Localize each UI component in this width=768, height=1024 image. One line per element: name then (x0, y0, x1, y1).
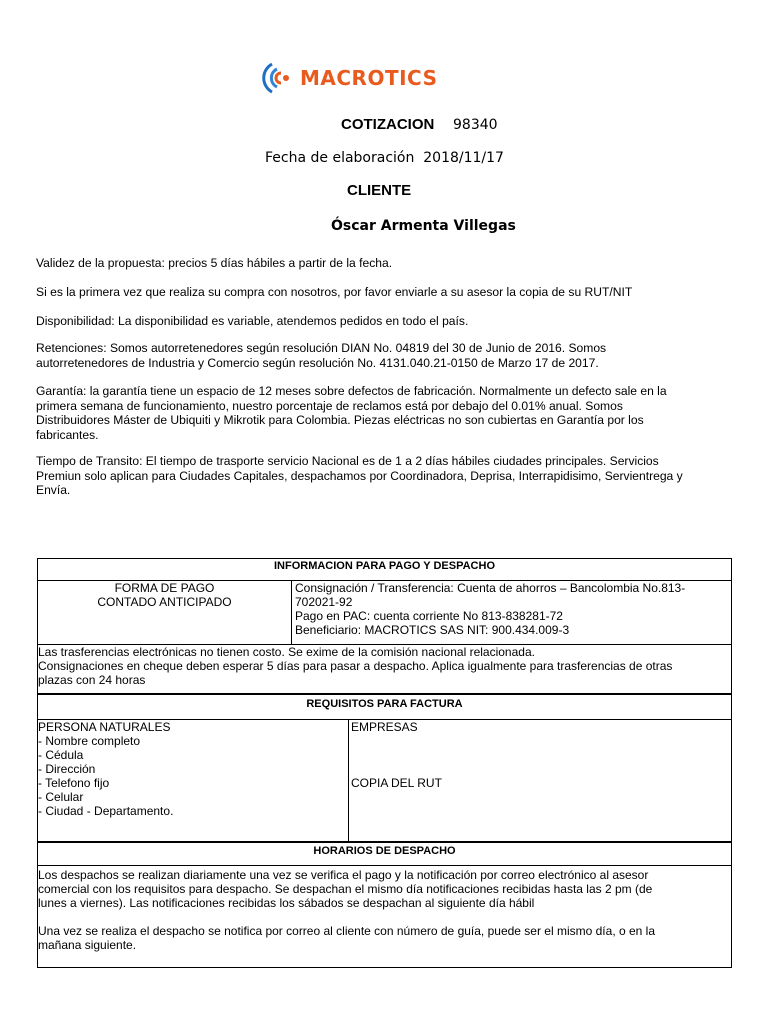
text-line: Validez de la propuesta: precios 5 días hábiles a partir de la fecha. (36, 256, 393, 270)
persons-item: - Cédula (38, 748, 84, 762)
payment-title-box (37, 558, 732, 581)
note-line: plazas con 24 horas (38, 673, 146, 687)
payment-method-value: CONTADO ANTICIPADO (97, 595, 232, 609)
companies-item: COPIA DEL RUT (351, 776, 442, 790)
persons-item: - Dirección (38, 762, 96, 776)
client-label: CLIENTE (347, 182, 412, 199)
payment-method-label: FORMA DE PAGO (114, 581, 215, 595)
text-line: autorretenedores de Industria y Comercio según resolución No. 4131.040.21-0150 de Marzo 17 de 2017. (36, 355, 599, 370)
logo-text: MACROTICS (300, 66, 438, 90)
detail-line: Consignación / Transferencia: Cuenta de ahorros – Bancolombia No.813- (295, 581, 686, 595)
payment-details-cell (295, 581, 731, 637)
text-line: Disponibilidad: La disponibilidad es variable, atendemos pedidos en todo el país. (36, 314, 469, 328)
text-line: fabricantes. (36, 427, 99, 442)
note-line: Las trasferencias electrónicas no tienen costo. Se exime de la comisión nacional relacionada. (38, 645, 535, 659)
availability-paragraph (36, 314, 732, 329)
text-line: Envía. (36, 483, 71, 497)
note-line: Consignaciones en cheque deben esperar 5 días para pasar a despacho. Aplica igualmente para trasferencias de otras (38, 659, 673, 673)
date-label: Fecha de elaboración (265, 150, 415, 166)
text-line: primera semana de funcionamiento, nuestro porcentaje de reclamos está por debajo del 0.01% anual. Somos (36, 398, 623, 413)
logo-waves-icon (258, 60, 298, 96)
dispatch-box (37, 865, 732, 968)
persons-item: - Celular (38, 790, 84, 804)
validity-paragraph (36, 256, 732, 271)
dispatch-line: lunes a viernes). Las notificaciones recibidas los sábados se despachan al siguiente día hábil (38, 896, 535, 910)
dispatch-line: mañana siguiente. (38, 938, 137, 952)
company-logo (258, 60, 468, 96)
dispatch-line: Una vez se realiza el despacho se notifica por correo al cliente con número de guía, puede ser el mismo día, o en la (38, 924, 656, 938)
companies-cell (351, 720, 721, 790)
persons-item: - Nombre completo (38, 734, 141, 748)
dispatch-title: HORARIOS DE DESPACHO (313, 845, 456, 857)
dispatch-title-box (37, 842, 732, 866)
payment-notes-box (37, 644, 732, 694)
transit-paragraph (36, 454, 732, 498)
text-line: Tiempo de Transito: El tiempo de trasporte servicio Nacional es de 1 a 2 días hábiles ciudades principales. Servicios (36, 454, 659, 468)
detail-line: 702021-92 (295, 595, 353, 609)
text-line: Distribuidores Máster de Ubiquiti y Mikrotik para Colombia. Piezas eléctricas no son cubiertas en Garantía por los (36, 413, 644, 427)
retentions-paragraph (36, 341, 732, 370)
client-name: Óscar Armenta Villegas (331, 218, 516, 234)
text-line: Si es la primera vez que realiza su compra con nosotros, por favor enviarle a su asesor la copia de su RUT/NIT (36, 285, 633, 299)
invoice-title: REQUISITOS PARA FACTURA (306, 698, 463, 710)
companies-title: EMPRESAS (351, 720, 418, 734)
payment-title: INFORMACION PARA PAGO Y DESPACHO (273, 560, 496, 572)
invoice-requirements-box (37, 719, 732, 842)
text-line: Garantía: la garantía tiene un espacio de 12 meses sobre defectos de fabricación. Normalmente un defecto sale en la (36, 384, 667, 398)
persons-item: - Ciudad - Departamento. (38, 804, 174, 818)
rut-paragraph (36, 285, 732, 300)
detail-line: Pago en PAC: cuenta corriente No 813-838281-72 (295, 609, 563, 623)
warranty-paragraph (36, 384, 732, 442)
payment-info-box (37, 580, 732, 645)
text-line: Premiun solo aplican para Ciudades Capitales, despachamos por Coordinadora, Deprisa, Interrapidisimo, Servientrega y (36, 468, 683, 483)
dispatch-line: Los despachos se realizan diariamente una vez se verifica el pago y la notificación por correo electrónico al asesor (38, 868, 649, 882)
quote-number: 98340 (453, 117, 498, 133)
date-line (265, 150, 504, 166)
dispatch-line: comercial con los requisitos para despacho. Se despachan el mismo día notificaciones recibidas hasta las 2 pm (de (38, 882, 653, 896)
persons-item: - Telefono fijo (38, 776, 110, 790)
quote-label: COTIZACION (341, 116, 435, 133)
persons-cell (38, 720, 349, 841)
detail-line: Beneficiario: MACROTICS SAS NIT: 900.434.009-3 (295, 623, 570, 637)
payment-method-cell (38, 581, 292, 644)
date-value: 2018/11/17 (423, 150, 504, 166)
invoice-title-box (37, 694, 732, 720)
persons-title: PERSONA NATURALES (38, 720, 171, 734)
text-line: Retenciones: Somos autorretenedores según resolución DIAN No. 04819 del 30 de Junio de 2016. Somos (36, 341, 607, 355)
